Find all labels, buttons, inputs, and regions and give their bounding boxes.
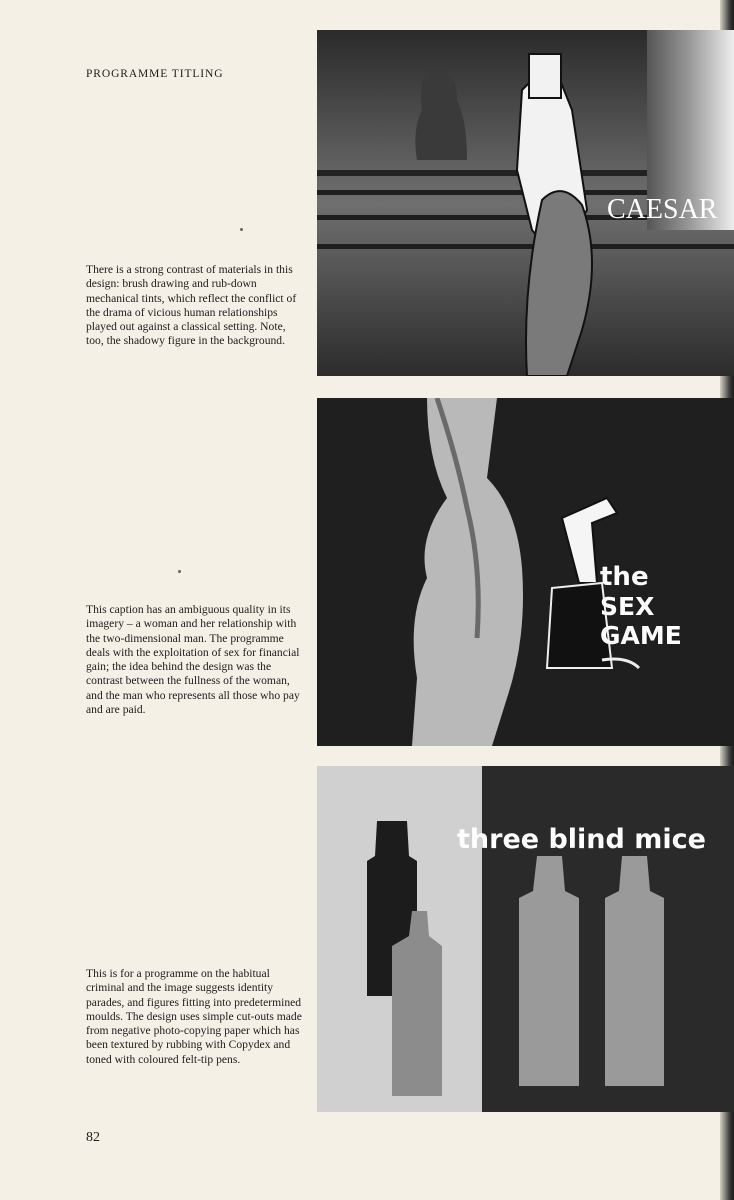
illustration-three-blind-mice xyxy=(317,766,734,1112)
paper-fleck xyxy=(178,570,181,573)
caption-caesar: There is a strong contrast of materials in this design: brush drawing and rub-down mechanical tints, which reflect the conflict of the drama of vicious human relationships played out against a classical setting. Note, too, the shadowy figure in the background. xyxy=(86,263,297,348)
sex-game-title-the: the xyxy=(600,562,649,592)
illustration-sex-game xyxy=(317,398,734,746)
page-number: 82 xyxy=(86,1130,100,1145)
caption-three-blind-mice: This is for a programme on the habitual criminal and the image suggests identity parades, and figures fitting into predetermined moulds. The design uses simple cut-outs made from negative photo-copying paper which has been textured by rubbing with Copydex and toned with coloured felt-tip pens. xyxy=(86,967,302,1066)
caption-sex-game: This caption has an ambiguous quality in its imagery – a woman and her relationship with the two-dimensional man. The programme deals with the exploitation of sex for financial gain; the idea behind the design was the contrast between the fullness of the woman, and the man who represents all those who pay and are paid. xyxy=(86,603,300,717)
paper-fleck xyxy=(240,228,243,231)
sex-game-title-game: GAME xyxy=(600,621,682,650)
caesar-title: CAESAR xyxy=(607,194,718,225)
illustration-caesar xyxy=(317,30,734,376)
sex-game-title-sex: SEX xyxy=(600,592,655,621)
running-header: PROGRAMME TITLING xyxy=(86,68,224,80)
mice-title: three blind mice xyxy=(457,824,706,855)
